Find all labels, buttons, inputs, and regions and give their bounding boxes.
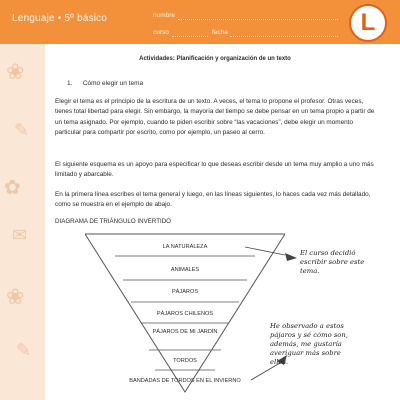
- header-bar: [0, 0, 400, 44]
- paragraph-instructions: En la primera línea escribes el tema general y luego, en las líneas siguientes, lo haces cada vez más detallado, como se muestra en el ejemplo de abajo.: [55, 191, 371, 209]
- logo-letter: L: [360, 9, 376, 36]
- arrow-head-top-icon: [285, 250, 300, 270]
- pencil-doodle-icon: ✎: [16, 340, 32, 361]
- pencil-doodle-icon: ✎: [14, 120, 30, 141]
- section-heading: [67, 80, 143, 87]
- section-number: 1.: [67, 80, 73, 87]
- section-heading-text: Cómo elegir un tema: [82, 80, 144, 87]
- triangle-level-6: TORDOS: [173, 358, 197, 364]
- paragraph-scheme: El siguiente esquema es un apoyo para especificar lo que deseas escribir desde un tema muy amplio a uno más limitado y abarcable.: [55, 161, 374, 179]
- decorative-side-band: [0, 0, 45, 400]
- triangle-level-2: ANIMALES: [170, 267, 200, 273]
- subject-logo: [349, 4, 387, 42]
- swirl-ornament-icon: ❀: [6, 60, 25, 85]
- name-field[interactable]: [178, 19, 338, 20]
- date-field-label: fecha: [212, 29, 228, 36]
- activity-title: Actividades: Planificación y organización de un texto: [139, 56, 291, 62]
- handwritten-note-bottom: He observado a estos pájaros y sé cómo son, además, me gustaría averiguar más sobre ellos.: [270, 322, 348, 366]
- triangle-level-1: LA NATURALEZA: [162, 244, 208, 250]
- handwritten-note-top: El curso decidió escribir sobre este tema.: [300, 249, 365, 275]
- name-field-label: nombre: [153, 12, 176, 19]
- course-field-label: curso: [153, 29, 169, 36]
- triangle-level-4: PÁJAROS CHILENOS: [156, 311, 214, 317]
- triangle-level-3: PÁJAROS: [171, 289, 199, 295]
- swirl-ornament-icon: ✿: [4, 175, 21, 199]
- paragraph-intro: Elegir el tema es el principio de la escritura de un texto. A veces, el tema lo propone el profesor. Otras veces, tienes total libertad para elegir. Sin embargo, la mayoría del tiempo se debe pensar en un tema propio a partir de un tema asignado. Por ejemplo, cuando te piden escribir sobre “las vacaciones”, debe elegir un momento particular para compartir por escrito, como por ejemplo, un paseo al cerro.: [55, 98, 375, 136]
- triangle-level-7: BANDADAS DE TORDOS EN EL INVIERNO: [129, 378, 241, 384]
- course-field[interactable]: [172, 36, 208, 37]
- swirl-ornament-icon: ❀: [6, 285, 25, 310]
- triangle-level-5: PÁJAROS DE MI JARDÍN: [152, 329, 218, 335]
- book-doodle-icon: ✉: [12, 225, 28, 246]
- diagram-title: DIAGRAMA DE TRIÁNGULO INVERTIDO: [55, 218, 171, 225]
- date-field[interactable]: [230, 36, 338, 37]
- subject-label: Lenguaje • 5º básico: [12, 13, 108, 24]
